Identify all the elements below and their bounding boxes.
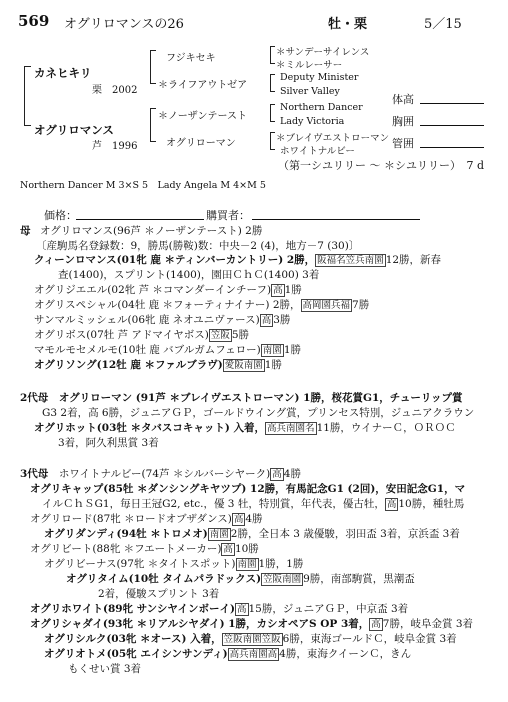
birth-date: 5／15	[424, 17, 462, 32]
dam-dam: オグリローマン	[166, 138, 236, 149]
horse-name: オグリロマンスの26	[64, 17, 184, 32]
dam3-line: オグリビーナス(97牝 ＊タイトスポット) 南園 1勝，1勝	[44, 558, 304, 570]
dam3-line: イルＣｈＳG1，毎日王冠G2, etc.，優 3 牡，特別賞，年代表，優古牡， 高 10勝，種牡馬	[42, 498, 465, 510]
pedigree-brace	[24, 66, 31, 126]
dam2-line: 3着，阿久利黒賞 3着	[58, 437, 159, 449]
ddd: ホワイトナルビー	[280, 146, 355, 157]
dam3-line: オグリキャップ(85牡 ＊ダンシングキヤツプ) 12勝，有馬記念G1 (2回)，安田記念G1，マ	[30, 483, 466, 495]
dam2-line: オグリホット(03牡 ＊タバスコキャット) 入着， 高兵南園名 11勝，ウイナーＣ，ＯＲＯＣ	[34, 422, 456, 434]
pedigree-brace	[150, 108, 156, 142]
dam3-line: オグリロード(87牝 ＊ロードオブザダンス) 高 4勝	[30, 513, 263, 525]
dss: Northern Dancer	[280, 102, 363, 113]
dam3-line: オグリオトメ(05牝 エイシンサンディ) 高兵南園高 4勝，東海クイーンＣ，きん	[44, 648, 412, 660]
sex-color: 牡・栗	[328, 17, 368, 32]
section-tag: 母	[20, 225, 31, 237]
dam-line: オグリロマンス(96芦 ＊ノーザンテースト) 2勝	[40, 225, 263, 237]
dam-line: サンマルミッシェル(06牝 鹿 ネオユニヴァース) 高 3勝	[34, 314, 291, 326]
dsd: Lady Victoria	[280, 116, 345, 127]
dds: ＊ブレイヴエストローマン	[276, 133, 390, 144]
dam-line: オグリスペシャル(04牡 鹿 ＊フォーティナイナー) 2勝， 高岡園兵福 7勝	[34, 299, 370, 311]
dam3-line: オグリタイム(10牡 タイムパラドックス) 笠阪南園 9勝，南部駒賞，黒潮盃	[66, 573, 415, 585]
sds: Deputy Minister	[280, 72, 359, 83]
dam-sire: ＊ノーザンテースト	[158, 111, 247, 122]
height-label: 体高	[392, 93, 414, 106]
pedigree-brace	[270, 74, 275, 92]
dam-name: オグリロマンス	[34, 123, 114, 137]
buyer-field[interactable]	[252, 219, 420, 220]
sire-info: 栗 2002	[92, 85, 138, 96]
pedigree-brace	[150, 50, 156, 84]
dam-tag	[20, 223, 31, 238]
price-label: 価格：	[44, 209, 77, 222]
dam3-line: オグリシルク(03牝 ＊オース) 入着， 笠阪南園笠阪 6勝，東海ゴールドＣ，岐阜金賞 3着	[44, 633, 457, 645]
sire-sire: フジキセキ	[166, 53, 216, 64]
section-tag: 3代母	[20, 468, 49, 480]
girth-label: 胸囲	[392, 115, 414, 128]
dam3-line: オグリシャダイ(93牝 ＊リアルシヤダイ) 1勝，カシオペアS OP 3着， 高 7勝，岐阜金賞 3着	[30, 618, 473, 630]
sire-dam: ＊ライフアウトゼア	[158, 80, 248, 91]
dam-line: オグリソング(12牡 鹿 ＊ファルブラヴ) 愛阪南園 1勝	[34, 359, 282, 371]
dam-line: 查(1400)，スプリント(1400)，園田ＣｈＣ(1400) 3着	[58, 269, 320, 281]
girth-field[interactable]	[420, 125, 484, 126]
dam-line: オグリボス(07牡 芦 アドマイヤボス) 笠阪 5勝	[34, 329, 250, 341]
inbreeding: Northern Dancer M 3×S 5 Lady Angela M 4×M 5	[20, 180, 266, 191]
dam-line: マモルモセメルモ(10牡 鹿 バブルガムフェロー) 南園 1勝	[34, 344, 301, 356]
height-field[interactable]	[420, 103, 484, 104]
pedigree-brace	[270, 132, 275, 150]
pedigree-brace	[270, 46, 275, 64]
sire-name: カネヒキリ	[34, 66, 92, 80]
dam-info: 芦 1996	[92, 141, 138, 152]
dam-line: オグリジエエル(02牝 芦 ＊コマンダーインチーフ) 高 1勝	[34, 284, 302, 296]
dam-line: クィーンロマンス(01牝 鹿 ＊ティンバーカントリー) 2勝， 阪福名笠兵南園 12勝，新春	[34, 254, 442, 266]
dam3-line: オグリホワイト(89牝 サンシヤインボーイ) 高 15勝，ジュニアＧＰ，中京盃 3着	[30, 603, 409, 615]
dam3-line: オグリビート(88牝 ＊フエートメーカー) 高 10勝	[30, 543, 259, 555]
section-tag: 2代母	[20, 392, 49, 404]
ssd: ＊ミルレーサー	[276, 60, 343, 71]
buyer-label: 購買者：	[206, 209, 250, 222]
dam-line: 〔産駒馬名登録数：9，勝馬(勝鞍)数：中央－2 (4)，地方－7 (30)〕	[36, 240, 360, 252]
price-field[interactable]	[76, 219, 204, 220]
dam3-line: 2着，優駿スプリント 3着	[98, 588, 220, 600]
cannon-field[interactable]	[420, 147, 484, 148]
dam2-line: G3 2着，高 6勝，ジュニアＧＰ，ゴールドウイング賞，プリンセス特別，ジュニアクラウン	[42, 407, 475, 419]
sss: ＊サンデーサイレンス	[276, 47, 370, 58]
sdd: Silver Valley	[280, 86, 340, 97]
dam3-line: オグリダンディ(94牡 ＊トロメオ) 南園 2勝，全日本 3 歳優駿，羽田盃 3着，京浜盃 3着	[44, 528, 460, 540]
cannon-label: 管囲	[392, 137, 414, 150]
lot-number: 569	[18, 12, 50, 30]
dam3-line: もくせい賞 3着	[68, 663, 142, 675]
dam2-line: 2代母 オグリローマン (91芦 ＊ブレイヴエストローマン) 1勝，桜花賞G1，チューリップ賞	[20, 392, 463, 404]
dam3-line: 3代母 ホワイトナルビー(74芦 ＊シルバーシヤーク) 高 4勝	[20, 468, 301, 480]
pedigree-brace	[270, 104, 275, 122]
family-line: （第一シユリリー ～ ＊シユリリー） 7 d	[278, 159, 485, 172]
